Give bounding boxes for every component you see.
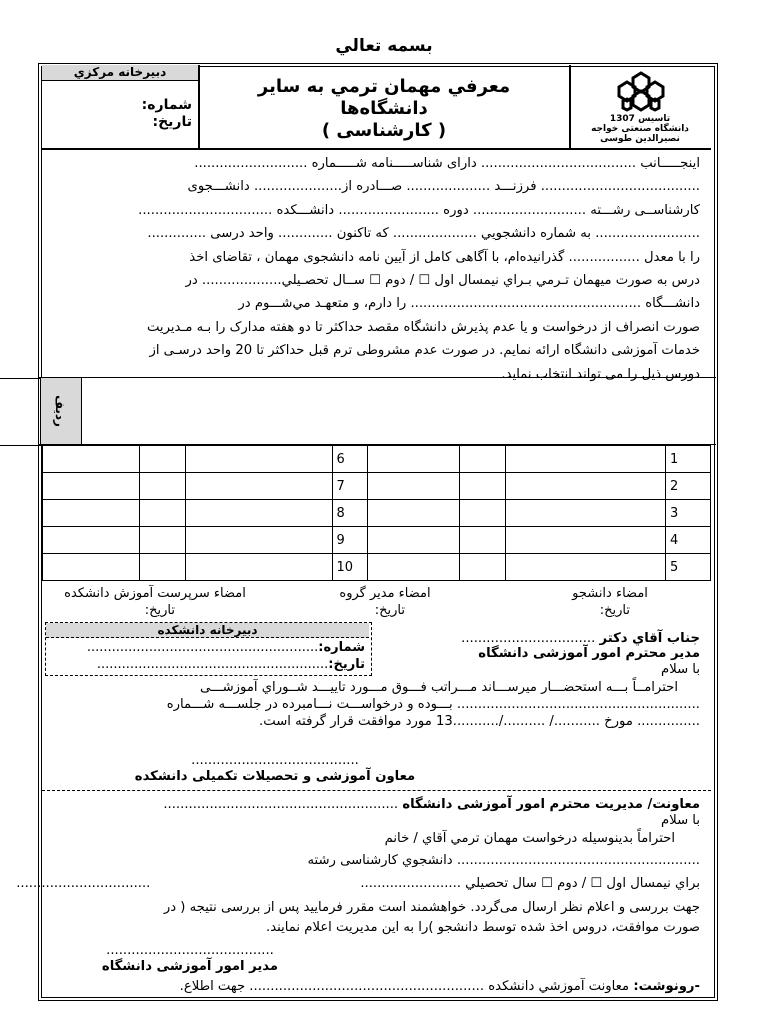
form-title-line3: ( كارشناسی ) xyxy=(321,120,447,141)
faculty-date-row: تاريخ:........................................................ xyxy=(96,657,365,672)
table-cell[interactable] xyxy=(43,500,140,527)
table-cell[interactable] xyxy=(368,527,460,554)
table-cell[interactable] xyxy=(43,527,140,554)
faculty-letter-signer: معاون آموزشی و تحصيلات تكميلی دانشكده xyxy=(134,769,416,784)
table-cell[interactable] xyxy=(139,473,185,500)
body-line-10: دورس ذیل را می تواند انتخاب نماید. xyxy=(501,366,700,382)
university-letter-signer: مدير امور آموزشی دانشگاه xyxy=(101,959,279,974)
faculty-letter-line2: .......................................................... بـــوده و درخواســـت نـــامبرده در جلســـه شـــماره xyxy=(166,697,700,712)
university-letter-line4: جهت بررسی و اعلام نظر ارسال می‌گردد. خواهشمند است مقرر فرماييد پس از بررسی نتيجه ( در xyxy=(163,900,700,915)
row-number-left: 10 xyxy=(332,554,368,581)
table-cell[interactable] xyxy=(506,500,666,527)
row-number-right: 1 xyxy=(665,446,710,473)
course-table xyxy=(42,445,711,581)
table-cell[interactable] xyxy=(506,473,666,500)
radif-label: رديف xyxy=(53,395,67,427)
cc-label: -رونوشت: xyxy=(633,979,700,994)
form-title-line2: دانشگاه‌ها xyxy=(340,98,428,119)
university-logo-icon xyxy=(613,70,669,116)
faculty-letter-signature-dots: ........................................ xyxy=(191,753,359,768)
faculty-date-label: تاريخ: xyxy=(328,657,365,672)
table-row xyxy=(43,446,711,473)
university-letter-line1: احتراماً بدينوسيله درخواست مهمان ترمي آقاي / خانم xyxy=(384,831,675,846)
body-line-3: کارشناســی رشـــته ........................... دوره ........................ دانشـــکده ................................ xyxy=(138,202,700,218)
table-cell[interactable] xyxy=(368,446,460,473)
row-number-left: 8 xyxy=(332,500,368,527)
student-signature-label: امضاء دانشجو xyxy=(572,586,648,601)
body-line-1: اینجـــــانب ..................................... دارای شناســـــنامه شـــــماره ........................... xyxy=(194,156,700,171)
university-letter-line5: صورت موافقت، دروس اخذ شده توسط دانشجو )را به اين مديريت اعلام نمايند. xyxy=(266,920,700,935)
group-head-date-label: تاريخ: xyxy=(374,603,405,618)
faculty-letter-addressee-row: جناب آقاي دكتر ................................ xyxy=(461,631,700,646)
body-line-9: خدمات آموزشی دانشگاه ارائه نمایم. در صورت عدم مشروطی ترم قبل حداکثر تا 20 واحد درسـی از xyxy=(149,343,700,359)
table-row xyxy=(43,527,711,554)
header-divider-right xyxy=(569,65,571,148)
faculty-number-row: شماره:........................................................ xyxy=(86,640,365,655)
section-dashed-divider xyxy=(42,790,711,791)
table-cell[interactable] xyxy=(460,554,506,581)
university-letter-signature-dots: ........................................ xyxy=(106,943,274,958)
table-cell[interactable] xyxy=(506,446,666,473)
logo-caption-line1: تاسیس 1307 xyxy=(609,114,671,124)
faculty-letter-addressee: جناب آقاي دكتر xyxy=(599,631,700,646)
university-letter-line2-row: .......................................................... دانشجوي كارشناسی رشته xyxy=(307,853,700,868)
group-head-signature-label: امضاء مدير گروه xyxy=(339,586,431,601)
table-cell[interactable] xyxy=(185,446,332,473)
table-cell[interactable] xyxy=(185,500,332,527)
page-heading: بسمه تعالي xyxy=(335,36,433,56)
table-cell[interactable] xyxy=(43,554,140,581)
faculty-letter-line3: ............... مورخ .........../ ........../...........13 مورد موافقت قرار گرفته است. xyxy=(259,714,700,729)
row-number-right: 4 xyxy=(665,527,710,554)
logo-caption xyxy=(574,114,706,144)
cc-row xyxy=(100,978,700,995)
university-letter-greeting: با سلام xyxy=(661,813,700,828)
number-label: شماره: xyxy=(141,97,192,113)
row-number-left: 6 xyxy=(332,446,368,473)
table-cell[interactable] xyxy=(139,446,185,473)
body-line-6: درس به صورت ميهمان تـرمي بـراي نيمسال اول ☐ / دوم ☐ ســال تحصـيلي................... در xyxy=(185,273,700,289)
faculty-supervisor-signature-label: امضاء سرپرست آموزش دانشكده xyxy=(64,586,246,601)
cc-text: معاونت آموزشي دانشكده ........................................................ جهت اطلاع. xyxy=(179,979,630,994)
faculty-letter-addressee-title: مدير محترم امور آموزشی دانشگاه xyxy=(478,646,700,661)
table-cell[interactable] xyxy=(43,446,140,473)
row-number-right: 2 xyxy=(665,473,710,500)
date-label: تاريخ: xyxy=(152,114,192,130)
row-number-right: 3 xyxy=(665,500,710,527)
table-cell[interactable] xyxy=(185,527,332,554)
body-line-4: ......................... به شماره دانشجويي .................... که تاکنون ............. واحد درسی .............. xyxy=(147,226,700,242)
logo-caption-line3: نصیرالدین طوسی xyxy=(600,134,680,144)
faculty-letter-line1: احترامــاً بـــه استحضـــار ميرســـاند مـــراتب فـــوق مـــورد تاييـــد شــوراي آموزشـــی xyxy=(200,680,678,695)
form-title xyxy=(205,76,563,142)
university-letter-line3-row: براي نيمسال اول ☐ / دوم ☐ سال تحصيلي ........................................................ xyxy=(16,876,700,891)
table-cell[interactable] xyxy=(139,554,185,581)
table-cell[interactable] xyxy=(506,527,666,554)
table-row xyxy=(43,500,711,527)
university-letter-addressee: معاونت/ مديريت محترم امور آموزشی دانشگاه xyxy=(402,797,700,812)
faculty-secretariat-label: دبيرخانه دانشكده xyxy=(46,623,369,638)
table-cell[interactable] xyxy=(139,500,185,527)
table-cell[interactable] xyxy=(506,554,666,581)
row-number-right: 5 xyxy=(665,554,710,581)
table-cell[interactable] xyxy=(460,446,506,473)
table-cell[interactable] xyxy=(460,500,506,527)
table-cell[interactable] xyxy=(368,473,460,500)
faculty-supervisor-date-label: تاريخ: xyxy=(144,603,175,618)
faculty-number-label: شماره: xyxy=(318,640,365,655)
central-secretariat-label: دبيرخانه مركزي xyxy=(42,65,198,81)
table-top-rule xyxy=(38,377,716,378)
body-line-8: صورت انصراف از درخواست و یا عدم پذیرش دانشگاه مقصد حداکثر تا دو هفته مدارک را بـه مـدیریت xyxy=(146,319,700,335)
row-number-left: 9 xyxy=(332,527,368,554)
table-row xyxy=(43,554,711,581)
table-cell[interactable] xyxy=(43,473,140,500)
table-cell[interactable] xyxy=(368,554,460,581)
request-paragraph xyxy=(60,152,700,386)
table-cell[interactable] xyxy=(368,500,460,527)
body-line-2: ...................................... فرزنـــد .................... صـــادره از..................... دانشـــجوی xyxy=(187,179,700,195)
body-line-7: دانشـــگاه ....................................................... را دارم، و متعهـد مي‌شـــوم در xyxy=(238,296,700,312)
header-number-date xyxy=(60,97,192,131)
logo-caption-line2: دانشگاه صنعتی خواجه xyxy=(591,124,689,134)
table-cell[interactable] xyxy=(460,527,506,554)
table-cell[interactable] xyxy=(460,473,506,500)
university-letter-line2: دانشجوي كارشناسی رشته xyxy=(307,853,453,868)
university-letter-addressee-row: معاونت/ مديريت محترم امور آموزشی دانشگاه ........................................................ xyxy=(163,797,700,812)
form-title-line1: معرفي مهمان ترمي به ساير xyxy=(257,76,511,97)
table-row xyxy=(43,473,711,500)
body-line-5: را با معدل ................. گذرانیده‌ام، با آگاهی کامل از آیین نامه دانشجوی مهمان ، تقاضای اخذ xyxy=(189,249,700,265)
table-cell[interactable] xyxy=(139,527,185,554)
row-number-left: 7 xyxy=(332,473,368,500)
table-cell[interactable] xyxy=(185,473,332,500)
table-cell[interactable] xyxy=(185,554,332,581)
student-date-label: تاريخ: xyxy=(599,603,630,618)
header-divider-left xyxy=(198,65,200,148)
university-letter-line3: براي نيمسال اول ☐ / دوم ☐ سال تحصيلي xyxy=(465,876,700,891)
faculty-letter-greeting: با سلام xyxy=(661,662,700,677)
